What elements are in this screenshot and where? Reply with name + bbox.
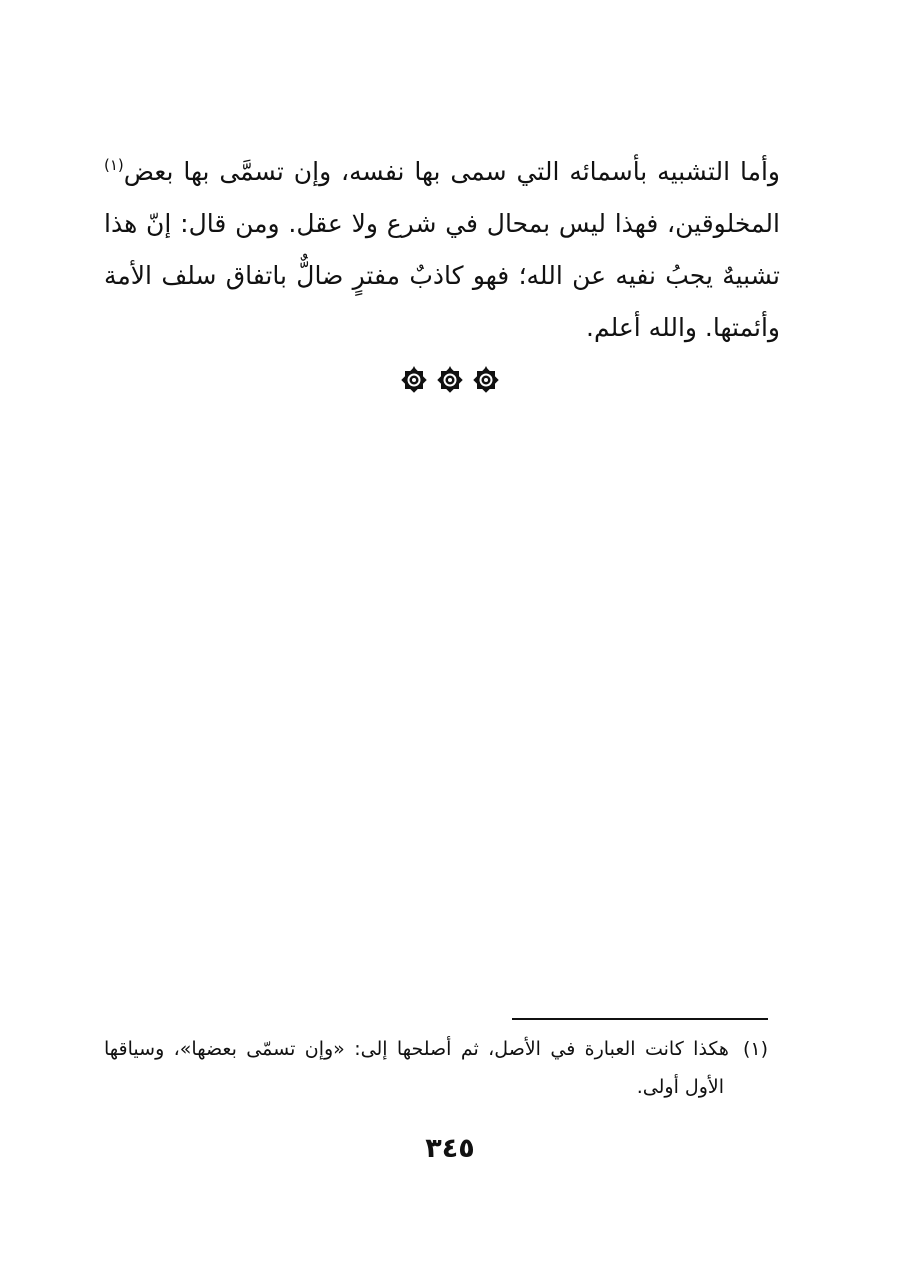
text-line-1 — [104, 146, 780, 198]
footnote-text-1: هكذا كانت العبارة في الأصل، ثم أصلحها إلى: «وإن تسمّى بعضها»، وسياقها — [104, 1038, 729, 1060]
text-line-1-content: وأما التشبيه بأسمائه التي سمى بها نفسه، وإن تسمَّى بها بعض — [123, 157, 780, 186]
octagram-flower-icon — [437, 364, 463, 394]
footnote-reference: (١) — [104, 156, 124, 174]
footnote-separator — [512, 1018, 768, 1020]
footnotes — [104, 1030, 768, 1106]
footnote-line-2: الأول أولى. — [636, 1076, 724, 1098]
text-line-3: تشبيهٌ يجبُ نفيه عن الله؛ فهو كاذبٌ مفترٍ ضالٌّ باتفاق سلف الأمة — [104, 261, 780, 290]
octagram-flower-icon — [401, 364, 427, 394]
footnote-line-1 — [104, 1030, 768, 1068]
octagram-flower-icon — [473, 364, 499, 394]
section-divider-ornaments — [0, 364, 900, 394]
page-number: ٣٤٥ — [425, 1133, 475, 1164]
text-line-2: المخلوقين، فهذا ليس بمحال في شرع ولا عقل. ومن قال: إنّ هذا — [104, 209, 780, 238]
footnote-number: (١) — [742, 1038, 768, 1060]
text-line-4: وأئمتها. والله أعلم. — [586, 313, 780, 342]
main-text — [104, 146, 780, 354]
